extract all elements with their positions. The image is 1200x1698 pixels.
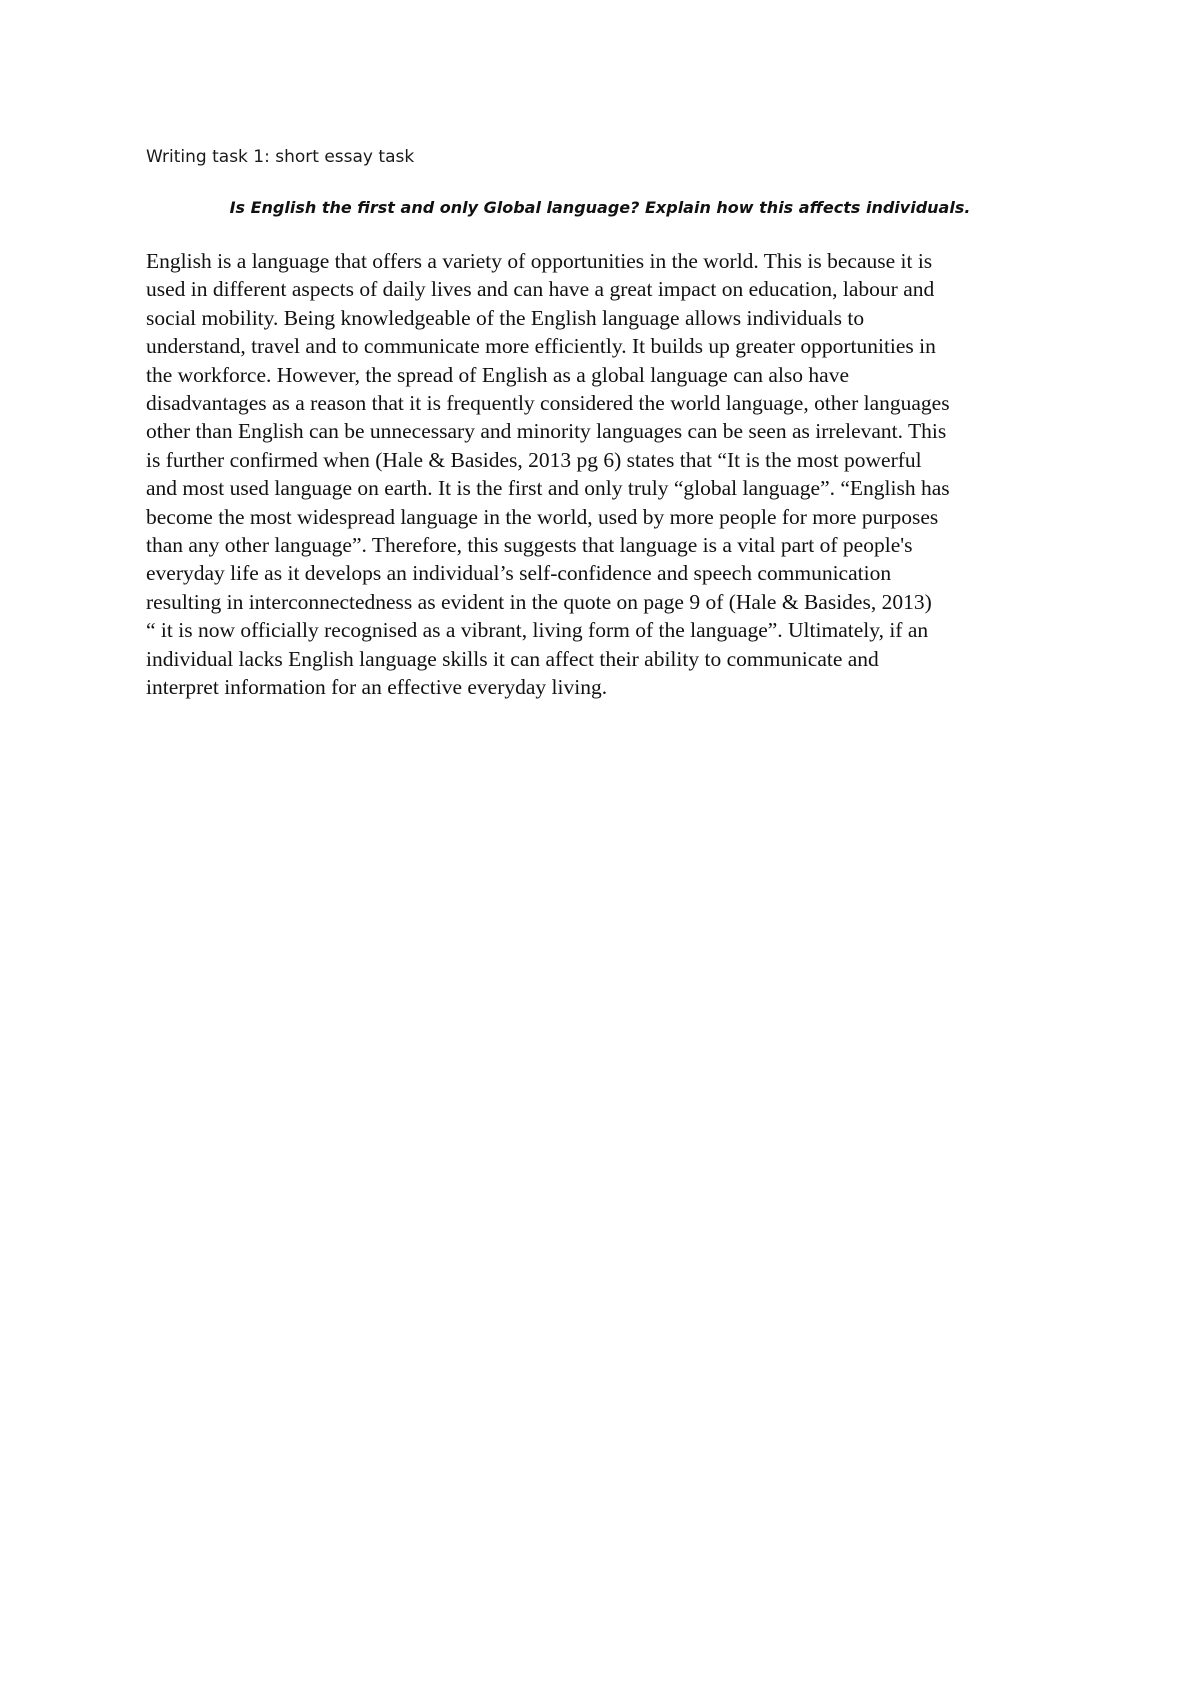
essay-question: Is English the first and only Global language? Explain how this affects individuals. (229, 198, 971, 217)
essay-line: everyday life as it develops an individual’s self-confidence and speech communication (146, 561, 892, 586)
essay-line: other than English can be unnecessary and minority languages can be seen as irrelevant. This (146, 419, 947, 444)
essay-body (146, 247, 1076, 702)
essay-line: understand, travel and to communicate more efficiently. It builds up greater opportunities in (146, 334, 936, 359)
essay-line: social mobility. Being knowledgeable of the English language allows individuals to (146, 305, 865, 330)
essay-line: resulting in interconnectedness as evident in the quote on page 9 of (Hale & Basides, 2013) (146, 589, 932, 614)
essay-line: is further confirmed when (Hale & Basides, 2013 pg 6) states that “It is the most powerful (146, 447, 922, 472)
essay-line: the workforce. However, the spread of English as a global language can also have (146, 362, 850, 387)
essay-line: used in different aspects of daily lives and can have a great impact on education, labour and (146, 277, 935, 302)
essay-line: English is a language that offers a variety of opportunities in the world. This is because it is (146, 249, 933, 273)
essay-line: disadvantages as a reason that it is frequently considered the world language, other languages (146, 391, 950, 416)
essay-line: become the most widespread language in the world, used by more people for more purposes (146, 504, 939, 529)
essay-line: than any other language”. Therefore, this suggests that language is a vital part of people's (146, 533, 913, 558)
essay-line: “ it is now officially recognised as a vibrant, living form of the language”. Ultimately, if an (146, 618, 929, 643)
task-label: Writing task 1: short essay task (146, 147, 415, 167)
essay-line: and most used language on earth. It is the first and only truly “global language”. “English has (146, 476, 950, 501)
essay-line: interpret information for an effective everyday living. (146, 675, 608, 700)
essay-line: individual lacks English language skills it can affect their ability to communicate and (146, 646, 879, 671)
